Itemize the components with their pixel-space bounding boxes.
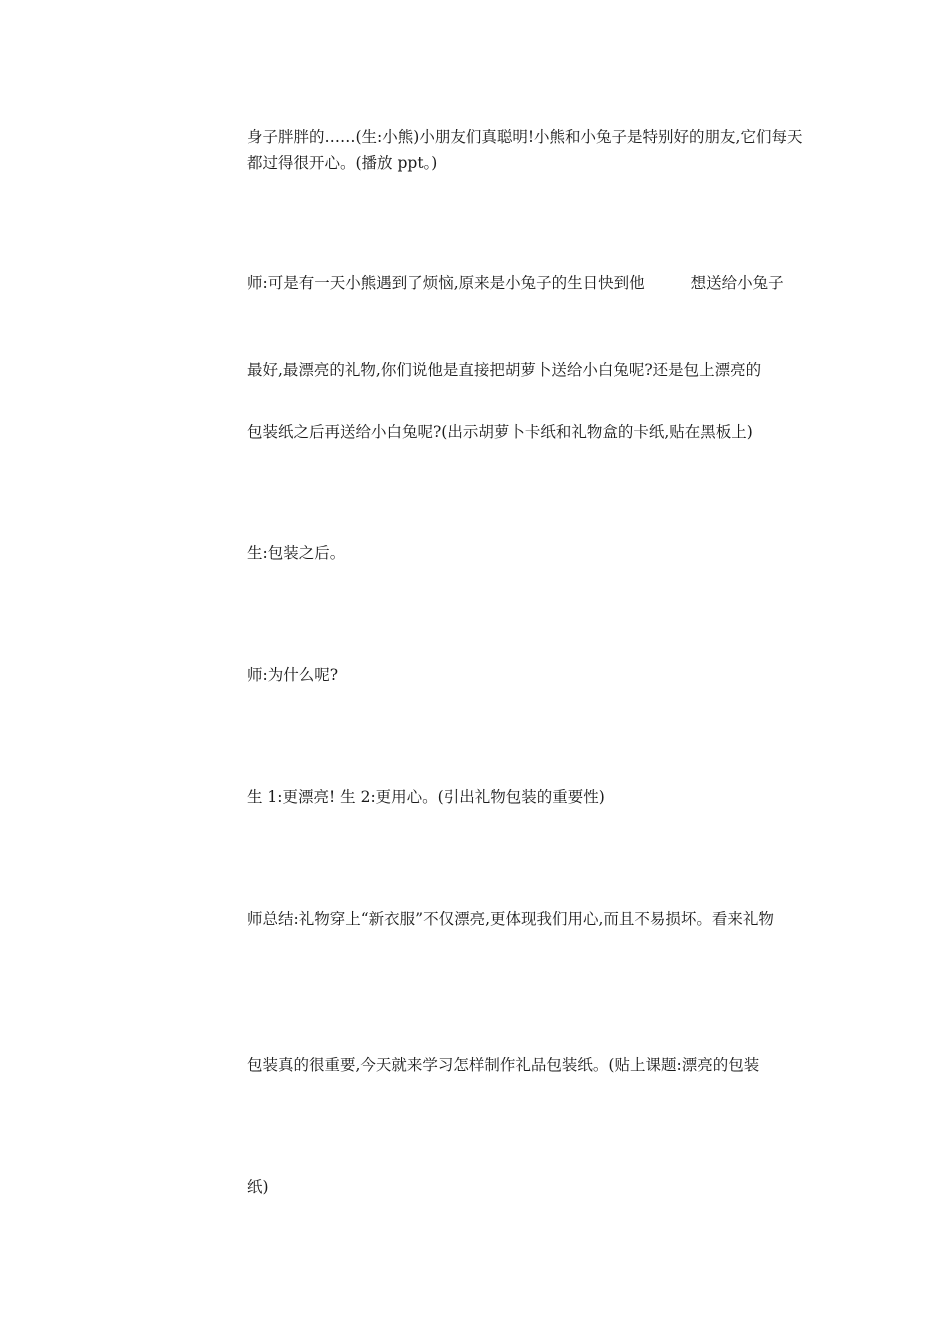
paragraph-teacher-why: 师:为什么呢?: [247, 666, 339, 684]
paragraph-students-reasons: 生 1:更漂亮! 生 2:更用心。(引出礼物包装的重要性): [247, 788, 605, 806]
paragraph-student-answer: 生:包装之后。: [247, 544, 346, 562]
paragraph-teacher-question-part1: 师:可是有一天小熊遇到了烦恼,原来是小兔子的生日快到他: [247, 274, 645, 292]
paragraph-best-gift: 最好,最漂亮的礼物,你们说他是直接把胡萝卜送给小白兔呢?还是包上漂亮的: [247, 361, 762, 379]
paragraph-teacher-question: [247, 270, 812, 296]
paragraph-teacher-question-part2: 想送给小兔子: [690, 274, 784, 292]
paragraph-teacher-summary: 师总结:礼物穿上“新衣服”不仅漂亮,更体现我们用心,而且不易损坏。看来礼物: [247, 910, 774, 928]
paragraph-bear-intro: 身子胖胖的……(生:小熊)小朋友们真聪明!小熊和小兔子是特别好的朋友,它们每天都过得很开心。(播放 ppt。): [247, 128, 803, 172]
paragraph-lesson-topic: 包装真的很重要,今天就来学习怎样制作礼品包装纸。(贴上课题:漂亮的包装: [247, 1056, 760, 1074]
paragraph-wrapping-question: 包装纸之后再送给小白兔呢?(出示胡萝卜卡纸和礼物盒的卡纸,贴在黑板上): [247, 423, 753, 441]
paragraph-topic-end: 纸): [247, 1178, 269, 1196]
